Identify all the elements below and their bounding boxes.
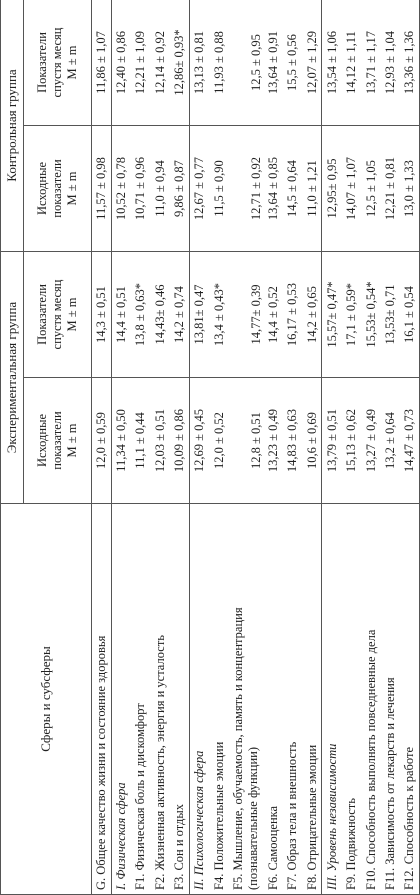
value-cell: 13,8 ± 0,63* [131, 252, 151, 378]
row-label: F7. Образ тела и внешность [283, 504, 303, 895]
table-row [111, 0, 131, 895]
table-row [263, 0, 283, 895]
value-cell: 13,36 ± 1,36 [400, 0, 420, 126]
value-cell: 14,83 ± 0,63 [283, 378, 303, 504]
value-cell: 12,69 ± 0,45 [189, 378, 209, 504]
value-cell: 11,1 ± 0,44 [131, 378, 151, 504]
row-label: F6. Самооценка [263, 504, 283, 895]
value-cell: 15,5 ± 0,56 [283, 0, 303, 126]
row-label: F9. Подвижность [341, 504, 361, 895]
row-label: F10. Способность выполнять повседневные дела [361, 504, 381, 895]
row-label: F1. Физическая боль и дискомфорт [131, 504, 151, 895]
value-cell: 12,0 ± 0,59 [92, 378, 112, 504]
value-cell: 16,1 ± 0,54 [400, 252, 420, 378]
exp-baseline-header: Исходные показатели M ± m [23, 378, 91, 504]
row-label: III. Уровень независимости [322, 504, 342, 895]
value-cell: 9,86 ± 0,87 [170, 126, 190, 252]
value-cell: 13,27 ± 0,49 [361, 378, 381, 504]
table-row [341, 0, 361, 895]
value-cell: 10,71 ± 0,96 [131, 126, 151, 252]
value-cell: 13,64 ± 0,85 [263, 126, 283, 252]
row-label: F3. Сон и отдых [170, 504, 190, 895]
value-cell: 14,2 ± 0,74 [170, 252, 190, 378]
table-row [400, 0, 420, 895]
value-cell: 13,4 ± 0,43* [209, 252, 229, 378]
value-cell: 10,52 ± 0,78 [111, 126, 131, 252]
row-label: F8. Отрицательные эмоции [302, 504, 322, 895]
value-cell: 13,79 ± 0,51 [322, 378, 342, 504]
value-cell: 11,93 ± 0,88 [209, 0, 229, 126]
table-row [380, 0, 400, 895]
table-row [283, 0, 303, 895]
table-row [209, 0, 229, 895]
value-cell: 12,8 ± 0,51 [228, 378, 263, 504]
row-label: F4. Положительные эмоции [209, 504, 229, 895]
value-cell: 15,53± 0,54* [361, 252, 381, 378]
value-cell: 13,53± 0,71 [380, 252, 400, 378]
value-cell: 13,71 ± 1,17 [361, 0, 381, 126]
ctrl-baseline-header: Исходные показатели M ± m [23, 126, 91, 252]
value-cell: 11,86 ± 1,07 [92, 0, 112, 126]
value-cell: 13,81± 0,47 [189, 252, 209, 378]
value-cell: 13,2 ± 0,64 [380, 378, 400, 504]
row-label: II. Психологическая сфера [189, 504, 209, 895]
value-cell: 12,93 ± 1,04 [380, 0, 400, 126]
value-cell: 13,23 ± 0,49 [263, 378, 283, 504]
value-cell: 13,13 ± 0,81 [189, 0, 209, 126]
value-cell: 14,12 ± 1,11 [341, 0, 361, 126]
value-cell: 15,57± 0,47* [322, 252, 342, 378]
table-row [131, 0, 151, 895]
table-row [150, 0, 170, 895]
value-cell: 14,43± 0,46 [150, 252, 170, 378]
table-row [302, 0, 322, 895]
sphere-column-header: Сферы и субсферы [1, 504, 92, 895]
row-label: F2. Жизненная активность, энергия и усталость [150, 504, 170, 895]
value-cell: 14,4 ± 0,51 [111, 252, 131, 378]
value-cell: 11,57 ± 0,98 [92, 126, 112, 252]
value-cell: 11,5 ± 0,90 [209, 126, 229, 252]
table-row [361, 0, 381, 895]
value-cell: 14,07 ± 1,07 [341, 126, 361, 252]
value-cell: 10,09 ± 0,86 [170, 378, 190, 504]
value-cell: 11,0 ± 0,94 [150, 126, 170, 252]
value-cell: 14,5 ± 0,64 [283, 126, 303, 252]
control-group-header: Контрольная группа [1, 0, 24, 252]
value-cell: 12,40 ± 0,86 [111, 0, 131, 126]
ctrl-after-month-header: Показатели спустя месяц M ± m [23, 0, 91, 126]
experimental-group-header: Экспериментальная группа [1, 252, 24, 504]
table-row [92, 0, 112, 895]
value-cell: 12,0 ± 0,52 [209, 378, 229, 504]
table-row [189, 0, 209, 895]
value-cell: 13,64 ± 0,91 [263, 0, 283, 126]
value-cell: 13,0 ± 1,33 [400, 126, 420, 252]
value-cell: 17,1 ± 0,59* [341, 252, 361, 378]
value-cell: 15,13 ± 0,62 [341, 378, 361, 504]
table-row [322, 0, 342, 895]
row-label: I. Физическая сфера [111, 504, 131, 895]
value-cell: 14,47 ± 0,73 [400, 378, 420, 504]
value-cell: 14,3 ± 0,51 [92, 252, 112, 378]
value-cell: 11,0 ± 1,21 [302, 126, 322, 252]
value-cell: 12,5 ± 1,05 [361, 126, 381, 252]
value-cell: 12,07 ± 1,29 [302, 0, 322, 126]
value-cell: 14,77± 0,39 [228, 252, 263, 378]
row-label: F5. Мышление, обучаемость, память и концентрация (познавательные функции) [228, 504, 263, 895]
table-row [228, 0, 263, 895]
row-label: F11. Зависимость от лекарств и лечения [380, 504, 400, 895]
row-label: F12. Способность к работе [400, 504, 420, 895]
value-cell: 12,95± 0,95 [322, 126, 342, 252]
value-cell: 16,17 ± 0,53 [283, 252, 303, 378]
value-cell: 12,21 ± 0,81 [380, 126, 400, 252]
value-cell: 13,54 ± 1,06 [322, 0, 342, 126]
value-cell: 12,71 ± 0,92 [228, 126, 263, 252]
value-cell: 12,21 ± 1,09 [131, 0, 151, 126]
exp-after-month-header: Показатели спустя месяц M ± m [23, 252, 91, 378]
value-cell: 10,6 ± 0,69 [302, 378, 322, 504]
value-cell: 12,67 ± 0,77 [189, 126, 209, 252]
table-row [170, 0, 190, 895]
value-cell: 11,34 ± 0,50 [111, 378, 131, 504]
value-cell: 12,5 ± 0,95 [228, 0, 263, 126]
row-label: G. Общее качество жизни и состояние здоровья [92, 504, 112, 895]
value-cell: 12,86± 0,93* [170, 0, 190, 126]
value-cell: 12,14 ± 0,92 [150, 0, 170, 126]
value-cell: 14,2 ± 0,65 [302, 252, 322, 378]
value-cell: 12,03 ± 0,51 [150, 378, 170, 504]
value-cell: 14,4 ± 0,52 [263, 252, 283, 378]
